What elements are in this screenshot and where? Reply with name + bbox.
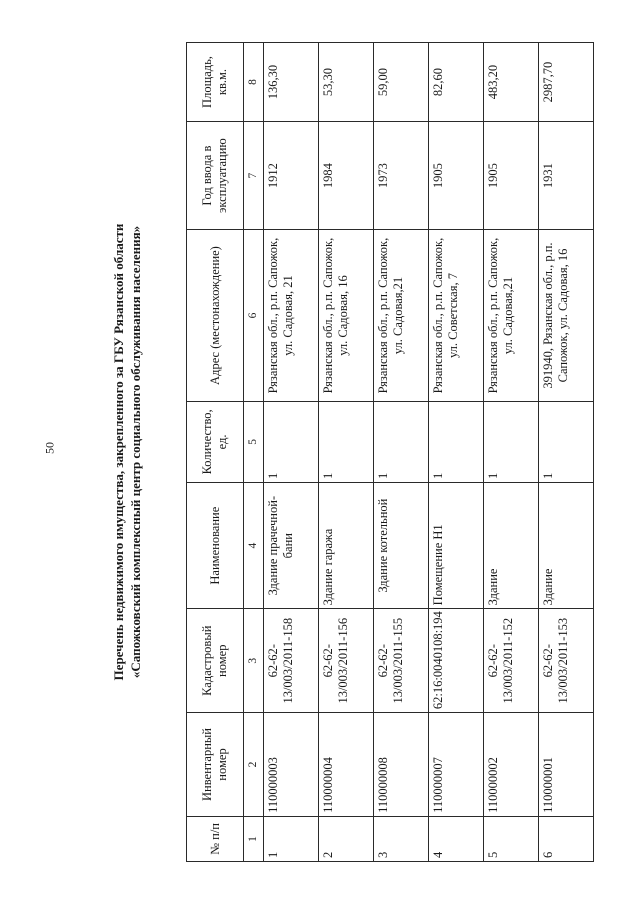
column-number: 6 <box>244 230 264 401</box>
inventory-number: 110000004 <box>319 713 374 817</box>
column-header: Площадь, кв.м. <box>187 43 244 122</box>
quantity: 1 <box>264 401 319 482</box>
address: Рязанская обл., р.п. Сапожок, ул. Садовая,21 <box>374 230 429 401</box>
area: 136,30 <box>264 43 319 122</box>
area: 59,00 <box>374 43 429 122</box>
inventory-number: 110000003 <box>264 713 319 817</box>
area: 53,30 <box>319 43 374 122</box>
commissioning-year: 1905 <box>484 122 539 230</box>
title-line-1: Перечень недвижимого имущества, закрепленного за ГБУ Рязанской области <box>111 223 126 681</box>
cadastral-number: 62-62-13/003/2011-153 <box>539 609 594 713</box>
column-header: Год ввода в эксплуатацию <box>187 122 244 230</box>
column-header: № п/п <box>187 816 244 861</box>
column-header: Количество, ед. <box>187 401 244 482</box>
cadastral-number: 62-62-13/003/2011-155 <box>374 609 429 713</box>
property-name: Здание <box>484 482 539 608</box>
address: 391940, Рязанская обл., р.п. Сапожок, ул. Садовая, 16 <box>539 230 594 401</box>
cadastral-number: 62-62-13/003/2011-156 <box>319 609 374 713</box>
commissioning-year: 1905 <box>429 122 484 230</box>
property-table <box>186 42 594 862</box>
table-row <box>264 43 319 862</box>
cadastral-number: 62:16:0040108:194 <box>429 609 484 713</box>
cadastral-number: 62-62-13/003/2011-152 <box>484 609 539 713</box>
quantity: 1 <box>484 401 539 482</box>
table-row <box>484 43 539 862</box>
row-number: 4 <box>429 816 484 861</box>
row-number: 6 <box>539 816 594 861</box>
row-number: 3 <box>374 816 429 861</box>
column-number: 1 <box>244 816 264 861</box>
document-title <box>110 42 166 862</box>
property-name: Здание <box>539 482 594 608</box>
quantity: 1 <box>429 401 484 482</box>
commissioning-year: 1931 <box>539 122 594 230</box>
column-number: 7 <box>244 122 264 230</box>
title-line-2: «Сапожковский комплексный центр социального обслуживания населения» <box>128 225 143 679</box>
column-header: Инвентарный номер <box>187 713 244 817</box>
column-header: Кадастровый номер <box>187 609 244 713</box>
column-header: Адрес (местонахождение) <box>187 230 244 401</box>
quantity: 1 <box>319 401 374 482</box>
area: 2987,70 <box>539 43 594 122</box>
quantity: 1 <box>374 401 429 482</box>
page-number: 50 <box>42 442 57 454</box>
address: Рязанская обл., р.п. Сапожок, ул. Садовая, 16 <box>319 230 374 401</box>
inventory-number: 110000007 <box>429 713 484 817</box>
property-name: Здание котельной <box>374 482 429 608</box>
area: 483,20 <box>484 43 539 122</box>
commissioning-year: 1973 <box>374 122 429 230</box>
cadastral-number: 62-62-13/003/2011-158 <box>264 609 319 713</box>
row-number: 5 <box>484 816 539 861</box>
commissioning-year: 1912 <box>264 122 319 230</box>
address: Рязанская обл., р.п. Сапожок, ул. Советская, 7 <box>429 230 484 401</box>
property-name: Здание прачечной-бани <box>264 482 319 608</box>
table-row <box>539 43 594 862</box>
property-name: Помещение Н1 <box>429 482 484 608</box>
inventory-number: 110000001 <box>539 713 594 817</box>
column-number-row <box>244 43 264 862</box>
table-row <box>319 43 374 862</box>
inventory-number: 110000008 <box>374 713 429 817</box>
table-row <box>374 43 429 862</box>
column-number: 4 <box>244 482 264 608</box>
inventory-number: 110000002 <box>484 713 539 817</box>
column-number: 2 <box>244 713 264 817</box>
table-row <box>429 43 484 862</box>
column-number: 5 <box>244 401 264 482</box>
column-header: Наименование <box>187 482 244 608</box>
address: Рязанская обл., р.п. Сапожок, ул. Садовая, 21 <box>264 230 319 401</box>
row-number: 1 <box>264 816 319 861</box>
header-row <box>187 43 244 862</box>
quantity: 1 <box>539 401 594 482</box>
column-number: 8 <box>244 43 264 122</box>
property-name: Здание гаража <box>319 482 374 608</box>
area: 82,60 <box>429 43 484 122</box>
commissioning-year: 1984 <box>319 122 374 230</box>
address: Рязанская обл., р.п. Сапожок, ул. Садовая,21 <box>484 230 539 401</box>
row-number: 2 <box>319 816 374 861</box>
column-number: 3 <box>244 609 264 713</box>
rotated-content <box>110 42 570 862</box>
